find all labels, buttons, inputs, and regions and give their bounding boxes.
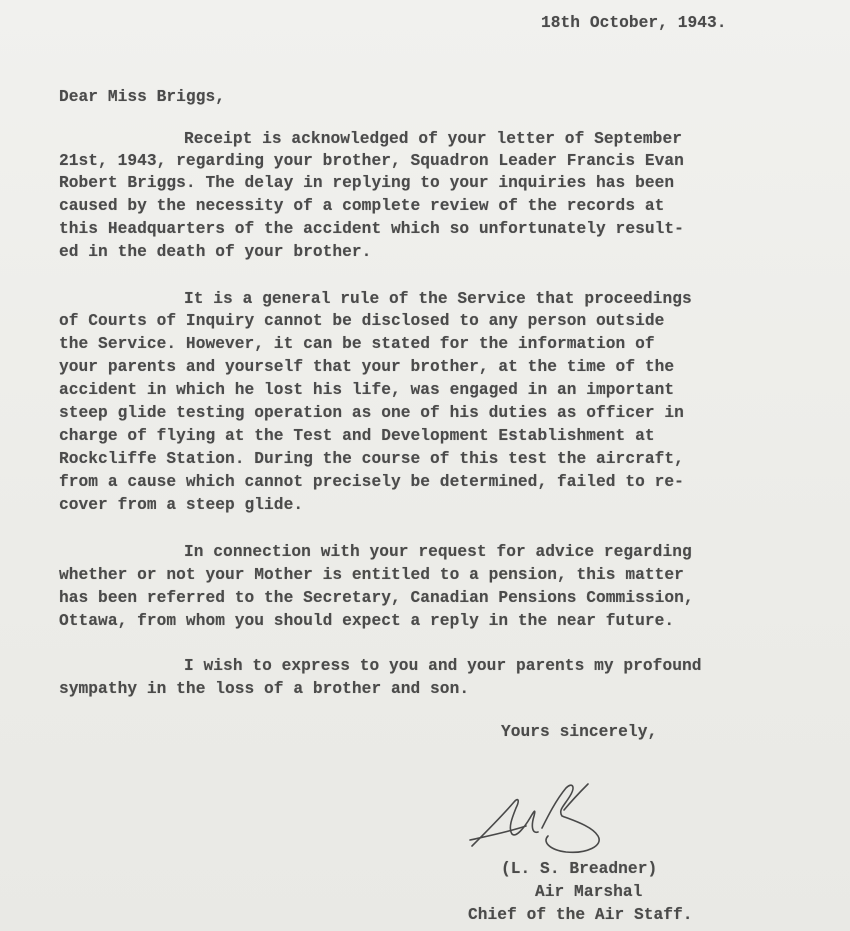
paragraph-line: sympathy in the loss of a brother and son. <box>59 680 470 698</box>
handwritten-signature <box>468 780 608 856</box>
paragraph-line: I wish to express to you and your parents my profound <box>184 657 702 675</box>
paragraph-line: Receipt is acknowledged of your letter of September <box>184 130 682 148</box>
paragraph-line: caused by the necessity of a complete review of the records at <box>59 197 665 215</box>
paragraph-line: from a cause which cannot precisely be determined, failed to re- <box>59 473 684 491</box>
paragraph-line: ed in the death of your brother. <box>59 243 372 261</box>
signatory-rank: Air Marshal <box>535 883 643 901</box>
paragraph-line: In connection with your request for advice regarding <box>184 543 692 561</box>
paragraph-line: Rockcliffe Station. During the course of this test the aircraft, <box>59 450 684 468</box>
paragraph-line: your parents and yourself that your brother, at the time of the <box>59 358 675 376</box>
paragraph-line: charge of flying at the Test and Development Establishment at <box>59 427 655 445</box>
paragraph-line: of Courts of Inquiry cannot be disclosed to any person outside <box>59 312 665 330</box>
salutation: Dear Miss Briggs, <box>59 88 225 106</box>
paragraph-line: this Headquarters of the accident which so unfortunately result- <box>59 220 684 238</box>
paragraph-line: It is a general rule of the Service that proceedings <box>184 290 692 308</box>
paragraph-line: Ottawa, from whom you should expect a reply in the near future. <box>59 612 675 630</box>
closing: Yours sincerely, <box>501 723 658 741</box>
paragraph-line: has been referred to the Secretary, Canadian Pensions Commission, <box>59 589 694 607</box>
paragraph-line: accident in which he lost his life, was engaged in an important <box>59 381 675 399</box>
paragraph-line: Robert Briggs. The delay in replying to your inquiries has been <box>59 174 675 192</box>
signatory-title: Chief of the Air Staff. <box>468 906 693 924</box>
signatory-name: (L. S. Breadner) <box>501 860 658 878</box>
paragraph-line: the Service. However, it can be stated for the information of <box>59 335 655 353</box>
letter-date: 18th October, 1943. <box>541 14 727 32</box>
paragraph-line: steep glide testing operation as one of his duties as officer in <box>59 404 684 422</box>
paragraph-line: whether or not your Mother is entitled to a pension, this matter <box>59 566 684 584</box>
paragraph-line: 21st, 1943, regarding your brother, Squadron Leader Francis Evan <box>59 152 684 170</box>
paragraph-line: cover from a steep glide. <box>59 496 304 514</box>
